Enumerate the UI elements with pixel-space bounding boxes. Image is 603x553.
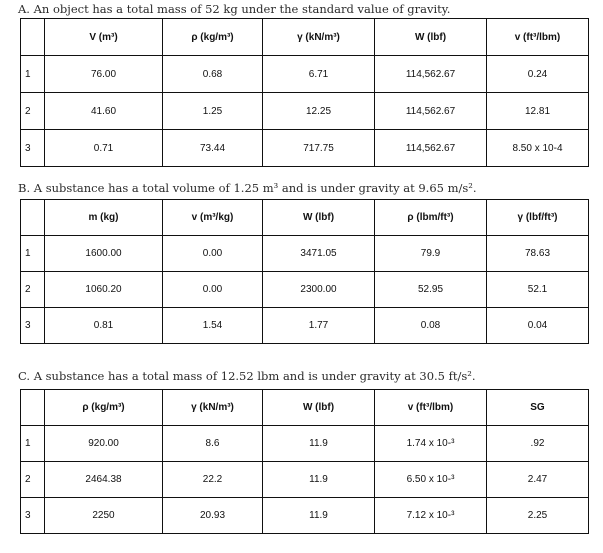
- header-cell-specific-weight: γ (kN/m³): [163, 390, 263, 426]
- row-index: 3: [21, 308, 45, 344]
- header-cell-specific-volume: v (m³/kg): [163, 200, 263, 236]
- header-cell-index: [21, 390, 45, 426]
- table-cell: 52.95: [375, 272, 487, 308]
- header-cell-weight: W (lbf): [263, 390, 375, 426]
- header-cell-volume: V (m³): [45, 19, 163, 56]
- table-cell: 0.71: [45, 130, 163, 167]
- section-a-heading: A. An object has a total mass of 52 kg under the standard value of gravity.: [18, 2, 451, 16]
- table-cell: 114,562.67: [375, 56, 487, 93]
- table-cell: 1060.20: [45, 272, 163, 308]
- table-header-row: [21, 390, 589, 426]
- table-row: [21, 498, 589, 534]
- table-cell: 2300.00: [263, 272, 375, 308]
- header-cell-specific-volume: v (ft³/lbm): [375, 390, 487, 426]
- table-cell: 73.44: [163, 130, 263, 167]
- header-cell-index: [21, 200, 45, 236]
- table-cell: 1.74 x 10-³: [375, 426, 487, 462]
- table-cell: 2464.38: [45, 462, 163, 498]
- section-b-heading: B. A substance has a total volume of 1.25 m³ and is under gravity at 9.65 m/s².: [18, 181, 477, 195]
- table-cell: 12.81: [487, 93, 589, 130]
- table-row: [21, 93, 589, 130]
- table-cell: 1.54: [163, 308, 263, 344]
- header-cell-weight: W (lbf): [375, 19, 487, 56]
- table-cell: 0.04: [487, 308, 589, 344]
- table-cell: 0.81: [45, 308, 163, 344]
- table-b: [20, 199, 589, 344]
- table-cell: 7.12 x 10-³: [375, 498, 487, 534]
- section-c-heading: C. A substance has a total mass of 12.52 lbm and is under gravity at 30.5 ft/s².: [18, 369, 476, 383]
- header-cell-density: ρ (kg/m³): [163, 19, 263, 56]
- row-index: 2: [21, 462, 45, 498]
- table-a: [20, 18, 589, 167]
- table-header-row: [21, 19, 589, 56]
- table-cell: 0.24: [487, 56, 589, 93]
- header-cell-density: ρ (lbm/ft³): [375, 200, 487, 236]
- table-row: [21, 236, 589, 272]
- table-row: [21, 130, 589, 167]
- header-cell-specific-volume: v (ft³/lbm): [487, 19, 589, 56]
- header-cell-specific-weight: γ (lbf/ft³): [487, 200, 589, 236]
- table-cell: 20.93: [163, 498, 263, 534]
- row-index: 1: [21, 56, 45, 93]
- row-index: 1: [21, 426, 45, 462]
- table-row: [21, 462, 589, 498]
- table-cell: 52.1: [487, 272, 589, 308]
- table-cell: 8.50 x 10-4: [487, 130, 589, 167]
- table-cell: .92: [487, 426, 589, 462]
- table-cell: 3471.05: [263, 236, 375, 272]
- table-cell: 0.00: [163, 236, 263, 272]
- row-index: 3: [21, 498, 45, 534]
- table-cell: 717.75: [263, 130, 375, 167]
- table-row: [21, 426, 589, 462]
- table-c: [20, 389, 589, 534]
- table-cell: 6.71: [263, 56, 375, 93]
- header-cell-index: [21, 19, 45, 56]
- table-cell: 1.77: [263, 308, 375, 344]
- table-cell: 920.00: [45, 426, 163, 462]
- header-cell-specific-weight: γ (kN/m³): [263, 19, 375, 56]
- table-cell: 2250: [45, 498, 163, 534]
- table-cell: 22.2: [163, 462, 263, 498]
- table-cell: 76.00: [45, 56, 163, 93]
- table-cell: 0.08: [375, 308, 487, 344]
- table-cell: 79.9: [375, 236, 487, 272]
- table-cell: 6.50 x 10-³: [375, 462, 487, 498]
- table-cell: 114,562.67: [375, 93, 487, 130]
- table-cell: 11.9: [263, 426, 375, 462]
- table-row: [21, 272, 589, 308]
- table-cell: 12.25: [263, 93, 375, 130]
- table-cell: 1600.00: [45, 236, 163, 272]
- table-cell: 78.63: [487, 236, 589, 272]
- header-cell-mass: m (kg): [45, 200, 163, 236]
- table-cell: 114,562.67: [375, 130, 487, 167]
- table-row: [21, 56, 589, 93]
- header-cell-specific-gravity: SG: [487, 390, 589, 426]
- table-cell: 8.6: [163, 426, 263, 462]
- table-row: [21, 308, 589, 344]
- table-cell: 0.00: [163, 272, 263, 308]
- header-cell-density: ρ (kg/m³): [45, 390, 163, 426]
- table-cell: 0.68: [163, 56, 263, 93]
- table-cell: 2.47: [487, 462, 589, 498]
- table-cell: 1.25: [163, 93, 263, 130]
- table-cell: 11.9: [263, 498, 375, 534]
- table-cell: 11.9: [263, 462, 375, 498]
- header-cell-weight: W (lbf): [263, 200, 375, 236]
- row-index: 3: [21, 130, 45, 167]
- row-index: 2: [21, 93, 45, 130]
- table-cell: 2.25: [487, 498, 589, 534]
- row-index: 2: [21, 272, 45, 308]
- table-cell: 41.60: [45, 93, 163, 130]
- table-header-row: [21, 200, 589, 236]
- row-index: 1: [21, 236, 45, 272]
